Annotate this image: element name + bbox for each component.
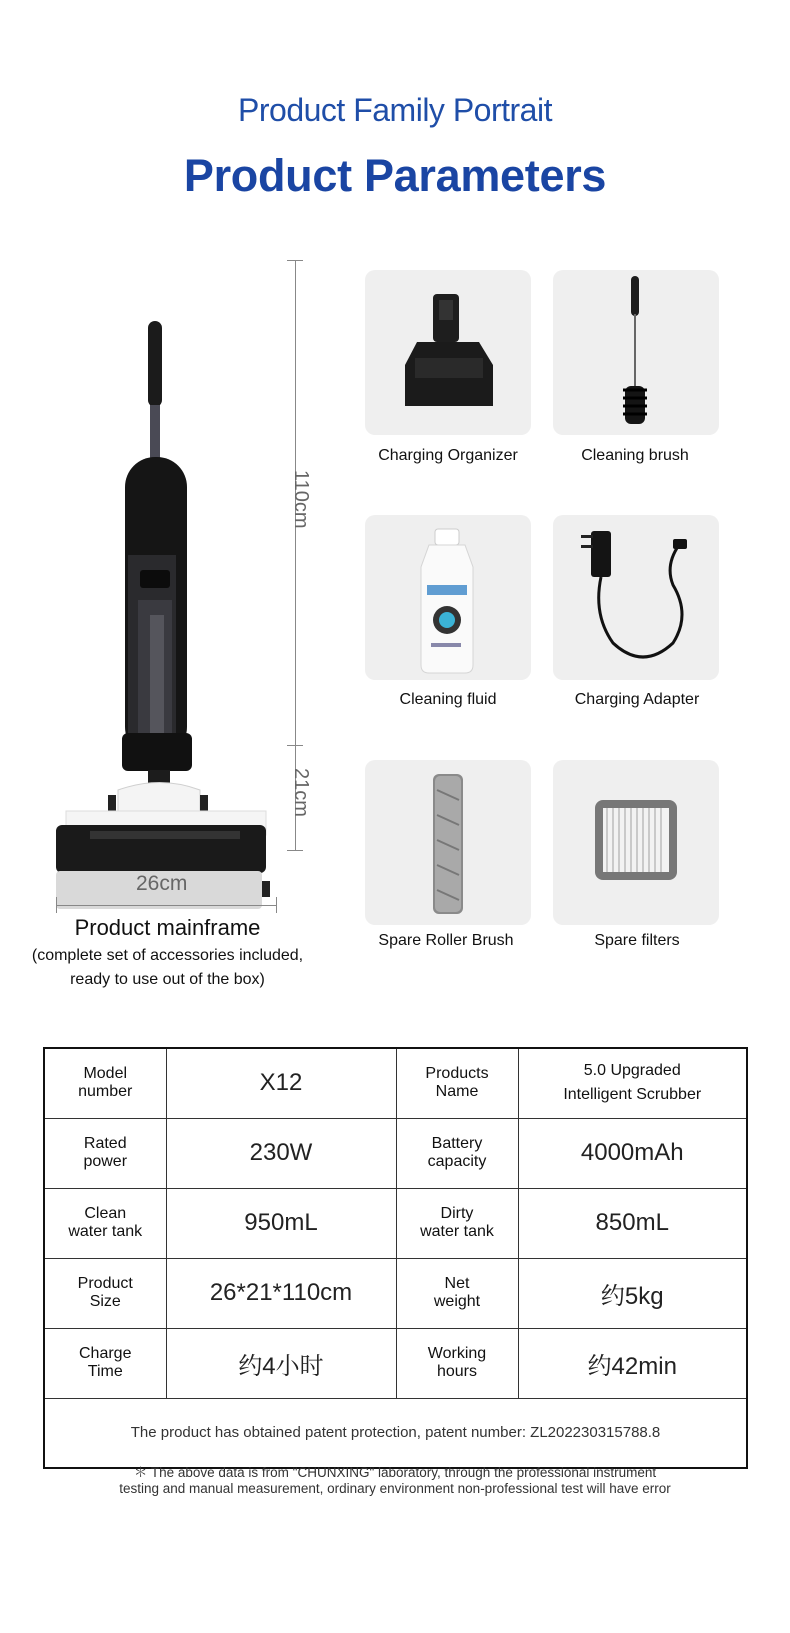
param-key: Rated power [44, 1118, 166, 1188]
table-row [44, 1118, 747, 1188]
param-value: 约4小时 [166, 1328, 396, 1398]
param-key: Dirty water tank [396, 1188, 518, 1258]
param-key: Products Name [396, 1048, 518, 1118]
charging-adapter-icon [553, 515, 719, 680]
table-row [44, 1048, 747, 1118]
param-key: Charge Time [44, 1328, 166, 1398]
param-value: X12 [166, 1048, 396, 1118]
accessory-card-spare-filters [553, 760, 719, 925]
width-dimension-line [56, 905, 276, 906]
param-value: 5.0 Upgraded Intelligent Scrubber [518, 1048, 747, 1118]
footnote-line: testing and manual measurement, ordinary environment non-professional test will have error [119, 1481, 671, 1496]
accessory-label: Spare Roller Brush [378, 932, 514, 949]
product-mainframe-image [0, 255, 340, 1015]
param-value: 约42min [518, 1328, 747, 1398]
accessory-card-roller-brush [365, 760, 531, 925]
table-row [44, 1398, 747, 1468]
param-value: 850mL [518, 1188, 747, 1258]
parameter-table [43, 1047, 748, 1469]
mainframe-note-line: ready to use out of the box) [70, 971, 265, 988]
dimension-tick [276, 897, 277, 913]
height-label: 110cm [290, 470, 312, 529]
accessory-label: Charging Organizer [378, 447, 518, 464]
footnote [0, 1465, 790, 1497]
accessory-label: Cleaning brush [581, 447, 689, 464]
param-key: Net weight [396, 1258, 518, 1328]
page-title: Product Parameters [183, 150, 607, 201]
filter-icon [553, 760, 719, 925]
mainframe-note [0, 944, 335, 992]
param-value: 4000mAh [518, 1118, 747, 1188]
accessory-label: Charging Adapter [574, 691, 700, 708]
patent-note: The product has obtained patent protection, patent number: ZL202230315788.8 [44, 1398, 747, 1468]
param-value: 26*21*110cm [166, 1258, 396, 1328]
mainframe-note-line: (complete set of accessories included, [31, 947, 304, 964]
accessory-card-charging-organizer [365, 270, 531, 435]
param-key: Model number [44, 1048, 166, 1118]
mainframe-caption: Product mainframe [74, 915, 261, 940]
accessory-card-charging-adapter [553, 515, 719, 680]
accessory-label: Cleaning fluid [399, 691, 497, 708]
roller-brush-icon [365, 760, 531, 925]
width-label: 26cm [136, 872, 188, 895]
section-subtitle: Product Family Portrait [238, 92, 552, 128]
param-key: Battery capacity [396, 1118, 518, 1188]
param-value: 950mL [166, 1188, 396, 1258]
accessory-card-cleaning-brush [553, 270, 719, 435]
table-row [44, 1188, 747, 1258]
dimension-tick [56, 897, 57, 913]
charging-organizer-icon [365, 270, 531, 435]
table-row [44, 1328, 747, 1398]
param-value: 230W [166, 1118, 396, 1188]
param-key: Working hours [396, 1328, 518, 1398]
dimension-tick [287, 850, 303, 851]
accessory-label: Spare filters [594, 932, 680, 949]
cleaning-fluid-icon [365, 515, 531, 680]
cleaning-brush-icon [553, 270, 719, 435]
footnote-line: ＊ The above data is from "CHUNXING" laboratory, through the professional instrument [133, 1465, 657, 1480]
dimension-tick [287, 260, 303, 261]
base-height-label: 21cm [290, 768, 312, 817]
accessory-card-cleaning-fluid [365, 515, 531, 680]
param-key: Clean water tank [44, 1188, 166, 1258]
param-key: Product Size [44, 1258, 166, 1328]
table-row [44, 1258, 747, 1328]
param-value: 约5kg [518, 1258, 747, 1328]
